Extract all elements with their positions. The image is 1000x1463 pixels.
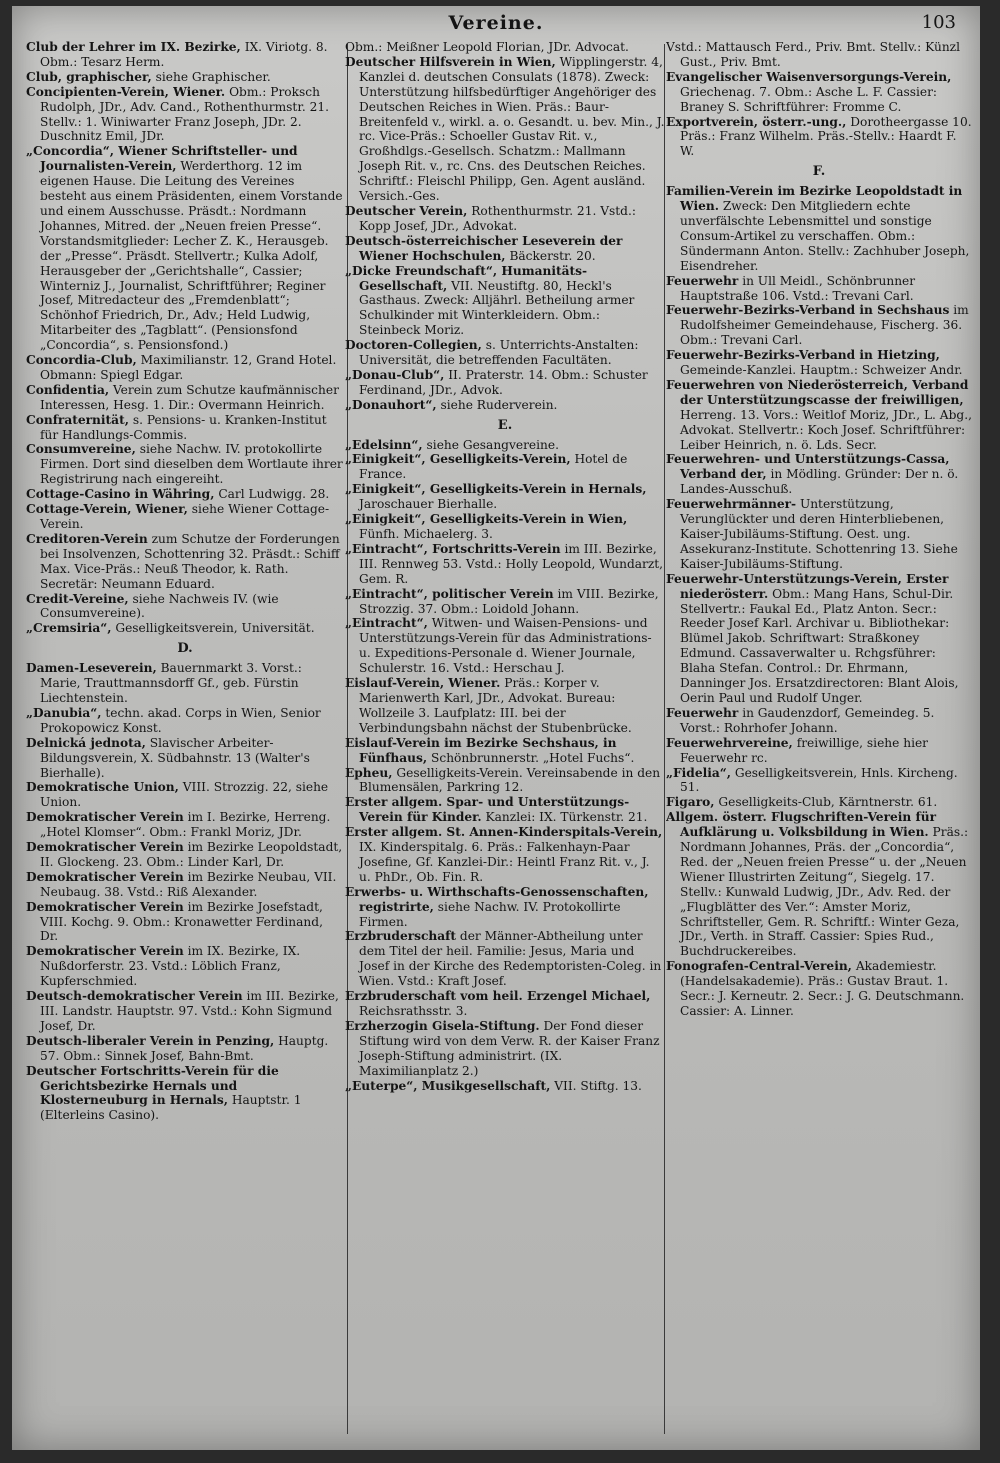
entry-text: Geselligkeits-Club, Kärntnerstr. 61.: [718, 795, 938, 810]
directory-entry: [666, 497, 972, 572]
directory-entry: [345, 438, 665, 453]
page-title: Vereine.: [448, 12, 544, 34]
directory-entry: [345, 452, 665, 482]
entry-heading: Feuerwehr: [666, 705, 739, 720]
entry-text: Slavischer Arbeiter-Bildungsverein, X. Südbahnstr. 13 (Walter's Bierhalle).: [40, 735, 310, 780]
column-right: [666, 40, 972, 1435]
entry-heading: „Eintracht“,: [345, 616, 428, 631]
entry-heading: „Donauhort“,: [345, 397, 437, 412]
directory-entry: [26, 144, 344, 353]
entry-heading: Exportverein, österr.-ung.,: [666, 114, 847, 129]
entry-heading: Deutscher Fortschritts-Verein für die Gerichtsbezirke Hernals und Klosterneuburg in Hernals,: [26, 1063, 279, 1108]
entry-heading: Evangelischer Waisenversorgungs-Verein,: [666, 69, 952, 84]
directory-entry: [666, 303, 972, 348]
entry-heading: Fonografen-Central-Verein,: [666, 959, 852, 974]
entry-heading: Eislauf-Verein, Wiener.: [345, 676, 501, 691]
directory-entry: [345, 40, 665, 55]
entry-text: Unterstützung, Verunglückter und deren Hinterbliebenen, Kaiser-Jubiläums-Stiftung. Oest. ung. Assekuranz-Institute. Schottenring 13. Siehe Kaiser-Jubiläums-Stiftung.: [680, 497, 958, 571]
entry-heading: „Dicke Freundschaft“, Humanitäts-Gesellschaft,: [345, 263, 588, 293]
directory-entry: [345, 736, 665, 766]
entry-text: Obm.: Proksch Rudolph, JDr., Adv. Cand., Rothenthurmstr. 21. Stellv.: 1. Winiwarter Franz Joseph, JDr. 2. Duschnitz Emil, JDr.: [40, 84, 329, 144]
entry-text: im IX. Bezirke, IX. Nußdorferstr. 23. Vstd.: Löblich Franz, Kupferschmied.: [40, 944, 301, 989]
entry-heading: Demokratischer Verein: [26, 899, 184, 914]
directory-entry: [345, 795, 665, 825]
entry-heading: Feuerwehren- und Unterstützungs-Cassa, Verband der,: [666, 452, 950, 482]
entry-heading: Demokratischer Verein: [26, 944, 184, 959]
directory-entry: [26, 661, 344, 706]
entry-text: Verein zum Schutze kaufmännischer Interessen, Hesg. 1. Dir.: Overmann Heinrich.: [40, 382, 339, 412]
entry-text: Witwen- und Waisen-Pensions- und Unterstützungs-Verein für das Administrations- u. Expeditions-Personale d. Wiener Journale, Schulerstr. 16. Vstd.: Herschau J.: [359, 616, 652, 676]
entry-text: Reichsrathsstr. 3.: [359, 1004, 468, 1018]
entry-heading: Concordia-Club,: [26, 353, 137, 368]
entry-text: in Mödling. Gründer: Der n. ö. Landes-Ausschuß.: [680, 467, 959, 497]
directory-entry: [345, 929, 665, 989]
entry-heading: Deutsch-österreichischer Leseverein der Wiener Hochschulen,: [345, 233, 623, 263]
entry-text: siehe Nachweis IV. (wie Consumvereine).: [40, 591, 279, 621]
entry-text: Jaroschauer Bierhalle.: [359, 497, 498, 512]
entry-heading: Erzherzogin Gisela-Stiftung.: [345, 1018, 540, 1033]
entry-text: im III. Bezirke, III. Landstr. Hauptstr. 97. Vstd.: Kohn Sigmund Josef, Dr.: [40, 989, 339, 1033]
entry-heading: Confraternität,: [26, 412, 129, 427]
entry-text: II. Praterstr. 14. Obm.: Schuster Ferdinand, JDr., Advok.: [359, 367, 648, 397]
page-number: 103: [921, 12, 956, 33]
directory-entry: [345, 587, 665, 617]
entry-heading: „Donau-Club“,: [345, 367, 445, 382]
entry-text: siehe Wiener Cottage-Verein.: [40, 502, 330, 531]
directory-entry: [345, 825, 665, 885]
entry-heading: „Fidelia“,: [666, 765, 731, 780]
entry-text: Hauptstr. 1 (Elterleins Casino).: [40, 1093, 302, 1123]
entry-text: im Bezirke Leopoldstadt, II. Glockeng. 23. Obm.: Linder Karl, Dr.: [40, 840, 343, 869]
entry-heading: Eislauf-Verein im Bezirke Sechshaus, in Fünfhaus,: [345, 735, 617, 765]
section-letter: E.: [497, 417, 513, 433]
entry-heading: Feuerwehren von Niederösterreich, Verband der Unterstützungscasse der freiwilligen,: [666, 377, 969, 407]
directory-entry: [26, 353, 344, 383]
directory-entry: [345, 55, 665, 204]
directory-entry: [26, 900, 344, 945]
directory-entry: [26, 780, 344, 810]
directory-entry: [666, 572, 972, 706]
entry-heading: Erster allgem. St. Annen-Kinderspitals-Verein,: [345, 825, 663, 840]
section-letter: F.: [812, 164, 826, 180]
entry-text: Fünfh. Michaelerg. 3.: [359, 527, 493, 541]
directory-entry: [666, 378, 972, 453]
entry-heading: Feuerwehr-Bezirks-Verband in Sechshaus: [666, 303, 950, 318]
entry-text: Präs.: Korper v. Marienwerth Karl, JDr., Advokat. Bureau: Wollzeile 3. Laufplatz: III. bei der Verbindungsbahn nächst der Stubenbrücke.: [359, 676, 632, 735]
entry-text: im Bezirke Neubau, VII. Neubaug. 38. Vstd.: Riß Alexander.: [40, 869, 337, 899]
entry-text: siehe Graphischer.: [155, 69, 271, 84]
directory-entry: [345, 616, 665, 676]
entry-heading: Familien-Verein im Bezirke Leopoldstadt in Wien.: [666, 184, 963, 214]
directory-entry: [345, 676, 665, 736]
directory-entry: [345, 234, 665, 264]
directory-entry: [26, 706, 344, 736]
entry-text: Dorotheergasse 10. Präs.: Franz Wilhelm. Präs.-Stellv.: Haardt F. W.: [680, 114, 972, 159]
entry-heading: „Einigkeit“, Geselligkeits-Verein,: [345, 452, 571, 467]
column-middle: [345, 40, 665, 1435]
directory-entry: [26, 621, 344, 636]
entry-text: im Rudolfsheimer Gemeindehause, Fischerg. 36. Obm.: Trevani Carl.: [680, 303, 969, 348]
directory-entry: [666, 115, 972, 160]
directory-entry: [666, 70, 972, 115]
entry-text: VII. Stiftg. 13.: [554, 1078, 642, 1093]
entry-heading: Erster allgem. Spar- und Unterstützungs-Verein für Kinder.: [345, 795, 630, 825]
directory-entry: [666, 736, 972, 766]
entry-heading: Damen-Leseverein,: [26, 661, 157, 676]
entry-text: siehe Nachw. IV. protokollirte Firmen. Dort sind dieselben dem Wortlaute ihrer Registrirung nach eingereiht.: [40, 442, 343, 487]
entry-text: IX. Kinderspitalg. 6. Präs.: Falkenhayn-Paar Josefine, Gf. Kanzlei-Dir.: Heintl Franz Rit. v., J. u. PhDr., Ob. Fin. R.: [359, 840, 650, 884]
directory-entry: [26, 85, 344, 145]
entry-heading: „Danubia“,: [26, 705, 102, 720]
directory-entry: [26, 532, 344, 592]
entry-text: in Ull Meidl., Schönbrunner Hauptstraße 106. Vstd.: Trevani Carl.: [680, 273, 916, 303]
entry-heading: „Cremsiria“,: [26, 621, 112, 636]
entry-text: VIII. Strozzig. 22, siehe Union.: [40, 780, 329, 810]
entry-heading: Figaro,: [666, 795, 715, 810]
entry-heading: „Euterpe“, Musikgesellschaft,: [345, 1078, 551, 1093]
entry-heading: Delnická jednota,: [26, 735, 146, 750]
entry-text: Obm.: Mang Hans, Schul-Dir. Stellvertr.: Faukal Ed., Platz Anton. Secr.: Reeder Josef Karl. Archivar u. Bibliothekar: Blümel Jakob. Schriftwart: Straßkoney Edmund. Cassaverwalter u. Rchgsführer: Blaha Stefan. Control.: Dr. Ehrmann, Danninger Jos. Ersatzdirectoren: Blant Alois, Oerin Paul und Rudolf Unger.: [680, 586, 959, 705]
directory-entry: [26, 442, 344, 487]
entry-text: VII. Neustiftg. 80, Heckl's Gasthaus. Zweck: Alljährl. Betheilung armer Schulkinder mit Winterkleidern. Obm.: Steinbeck Moriz.: [359, 278, 635, 338]
directory-entry: [666, 810, 972, 959]
entry-heading: Credit-Vereine,: [26, 591, 129, 606]
entry-text: s. Pensions- u. Kranken-Institut für Handlungs-Commis.: [40, 412, 327, 442]
entry-heading: Club, graphischer,: [26, 69, 152, 84]
entry-heading: Demokratische Union,: [26, 780, 179, 795]
entry-text: Präs.: Nordmann Johannes, Präs. der „Concordia“, Red. der „Neuen freien Presse“ u. der „Neuen Wiener Illustrirten Zeitung“, Siegelg. 17. Stellv.: Kunwald Ludwig, JDr., Adv. Red. der „Flugblätter des Ver.“: Amster Moriz, Schriftsteller, Gem. R. Schriftf.: Winter Geza, JDr., Verth. in Straff. Cassier: Spies Rud., Buchdruckereibes.: [680, 825, 969, 959]
entry-heading: Erwerbs- u. Wirthschafts-Genossenschaften, registrirte,: [345, 884, 649, 914]
entry-text: im VIII. Bezirke, Strozzig. 37. Obm.: Loidold Johann.: [359, 586, 659, 616]
directory-entry: [26, 40, 344, 70]
entry-heading: „Einigkeit“, Geselligkeits-Verein in Wien,: [345, 512, 628, 527]
entry-heading: Erzbruderschaft: [345, 929, 457, 944]
entry-heading: „Eintracht“, politischer Verein: [345, 586, 554, 601]
directory-entry: [26, 840, 344, 870]
directory-page: [12, 6, 980, 1450]
entry-text: siehe Ruderverein.: [440, 397, 558, 412]
directory-entry: [26, 383, 344, 413]
directory-entry: [26, 810, 344, 840]
entry-text: Kanzlei: IX. Türkenstr. 21.: [485, 810, 648, 825]
entry-text: Geselligkeits-Verein. Vereinsabende in den Blumensälen, Parkring 12.: [359, 765, 661, 795]
entry-heading: „Edelsinn“,: [345, 437, 423, 452]
directory-entry: [666, 766, 972, 796]
entry-text: Vstd.: Mattausch Ferd., Priv. Bmt. Stellv.: Künzl Gust., Priv. Bmt.: [666, 40, 960, 69]
directory-entry: [26, 870, 344, 900]
entry-text: in Gaudenzdorf, Gemeindeg. 5. Vorst.: Rohrhofer Johann.: [680, 705, 935, 735]
directory-entry: [26, 989, 344, 1034]
entry-text: Griechenag. 7. Obm.: Asche L. F. Cassier: Braney S. Schriftführer: Fromme C.: [680, 84, 938, 114]
entry-text: zum Schutze der Forderungen bei Insolvenzen, Schottenring 32. Präsdt.: Schiff Max. Vice-Präs.: Neuß Theodor, k. Rath. Secretär: Neumann Eduard.: [40, 531, 340, 591]
entry-heading: Confidentia,: [26, 382, 110, 397]
entry-text: s. Unterrichts-Anstalten: Universität, die betreffenden Facultäten.: [359, 338, 639, 368]
entry-heading: Feuerwehrvereine,: [666, 735, 793, 750]
directory-entry: [345, 264, 665, 339]
entry-text: Zweck: Den Mitgliedern echte unverfälschte Lebensmittel und sonstige Consum-Artikel zu verschaffen. Obm.: Sündermann Anton. Stellv.: Zachhuber Joseph, Eisendreher.: [680, 199, 970, 273]
entry-heading: Feuerwehr: [666, 273, 739, 288]
entry-heading: Cottage-Casino in Währing,: [26, 487, 215, 502]
entry-text: Schönbrunnerstr. „Hotel Fuchs“.: [431, 750, 635, 765]
entry-text: der Männer-Abtheilung unter dem Titel der heil. Familie: Jesus, Maria und Josef in der Kirche des Redemptoristen-Coleg. in Wien. Vstd.: Kraft Josef.: [359, 929, 662, 989]
directory-entry: [26, 413, 344, 443]
entry-text: Geselligkeitsverein, Hnls. Kircheng. 51.: [680, 765, 958, 795]
entry-heading: Deutscher Verein,: [345, 203, 468, 218]
entry-heading: Erzbruderschaft vom heil. Erzengel Michael,: [345, 989, 651, 1004]
directory-entry: [666, 184, 972, 273]
directory-entry: [345, 1079, 665, 1094]
entry-text: Maximilianstr. 12, Grand Hotel. Obmann: Spiegl Edgar.: [40, 353, 337, 382]
directory-entry: [345, 368, 665, 398]
directory-entry: [345, 989, 665, 1019]
entry-heading: „Einigkeit“, Geselligkeits-Verein in Hernals,: [345, 482, 647, 497]
directory-entry: [26, 736, 344, 781]
entry-text: im Bezirke Josefstadt, VIII. Kochg. 9. Obm.: Kronawetter Ferdinand, Dr.: [40, 899, 323, 944]
entry-text: im I. Bezirke, Herreng. „Hotel Klomser“. Obm.: Frankl Moriz, JDr.: [40, 810, 331, 840]
entry-text: techn. akad. Corps in Wien, Senior Prokopowicz Konst.: [40, 705, 321, 735]
entry-heading: Concipienten-Verein, Wiener.: [26, 84, 226, 99]
entry-heading: Deutsch-liberaler Verein in Penzing,: [26, 1033, 275, 1048]
directory-entry: [666, 40, 972, 70]
directory-entry: [26, 944, 344, 989]
entry-text: IX. Viriotg. 8. Obm.: Tesarz Herm.: [40, 40, 328, 69]
entry-text: Hotel de France.: [359, 452, 628, 482]
entry-heading: Epheu,: [345, 765, 393, 780]
directory-entry: [345, 512, 665, 542]
entry-heading: Doctoren-Collegien,: [345, 338, 482, 353]
entry-text: Bauernmarkt 3. Vorst.: Marie, Trauttmannsdorff Gf., geb. Fürstin Liechtenstein.: [40, 661, 302, 705]
entry-heading: Club der Lehrer im IX. Bezirke,: [26, 40, 241, 54]
entry-text: Werderthorg. 12 im eigenen Hause. Die Leitung des Vereines besteht aus einem Präsidenten, einem Vorstande und einem Ausschusse. Präsdt.: Nordmann Johannes, Mitred. der „Neuen freien Presse“. Vorstandsmitglieder: Lecher Z. K., Herausgeb. der „Presse“. Präsdt. Stellvertr.; Kulka Adolf, Herausgeber der „Gerichtshalle“, Cassier; Winterniz J., Journalist, Schriftführer; Reginer Josef, Mitredacteur des „Fremdenblatt“; Schönhof Friedrich, Dr., Adv.; Held Ludwig, Mitarbeiter des „Tagblatt“. (Pensionsfond „Concordia“, s. Pensionsfond.): [40, 159, 343, 353]
directory-entry: [666, 795, 972, 810]
entry-heading: Deutsch-demokratischer Verein: [26, 989, 243, 1004]
entry-text: Rothenthurmstr. 21. Vstd.: Kopp Josef, JDr., Advokat.: [359, 203, 636, 233]
directory-entry: [26, 1034, 344, 1064]
entry-heading: Feuerwehr-Unterstützungs-Verein, Erster niederösterr.: [666, 571, 949, 601]
directory-entry: [345, 766, 665, 796]
entry-text: Akademiestr. (Handelsakademie). Präs.: Gustav Braut. 1. Secr.: J. Kerneutr. 2. Secr.: J. G. Deutschmann. Cassier: A. Linner.: [680, 959, 965, 1018]
directory-entry: [26, 1064, 344, 1124]
entry-text: Wipplingerstr. 4, Kanzlei d. deutschen Consulats (1878). Zweck: Unterstützung hilfsbedürftiger Angehöriger des Deutschen Reiches in Wien. Präs.: Baur-Breitenfeld v., wirkl. a. o. Gesandt. u. bev. Min., J. rc. Vice-Präs.: Schoeller Gustav Rit. v., Großhdlgs.-Gesellsch. Schatzm.: Mallmann Joseph Rit. v., rc. Cns. des Deutschen Reiches. Schriftf.: Fleischl Philipp, Gen. Agent ausländ. Versich.-Ges.: [359, 54, 665, 204]
entry-text: siehe Nachw. IV. Protokollirte Firmen.: [359, 899, 621, 929]
entry-text: Obm.: Meißner Leopold Florian, JDr. Advocat.: [345, 40, 629, 54]
entry-text: freiwillige, siehe hier Feuerwehr rc.: [680, 735, 929, 765]
entry-text: Hauptg. 57. Obm.: Sinnek Josef, Bahn-Bmt.: [40, 1033, 329, 1063]
entry-text: Der Fond dieser Stiftung wird von dem Verw. R. der Kaiser Franz Joseph-Stiftung administrirt. (IX. Maximilianplatz 2.): [359, 1018, 660, 1078]
section-letter: D.: [177, 641, 193, 657]
entry-text: Herreng. 13. Vors.: Weitlof Moriz, JDr., L. Abg., Advokat. Stellvertr.: Koch Josef. Schriftführer: Leiber Heinrich, n. ö. Lds. Secr.: [680, 407, 972, 452]
directory-entry: [345, 398, 665, 413]
directory-entry: [26, 70, 344, 85]
directory-entry: [345, 338, 665, 368]
directory-entry: [26, 487, 344, 502]
entry-text: Geselligkeitsverein, Universität.: [115, 621, 315, 636]
column-left: [26, 40, 344, 1435]
page-header: [12, 12, 980, 38]
entry-heading: „Eintracht“, Fortschritts-Verein: [345, 541, 561, 556]
directory-entry: [666, 348, 972, 378]
directory-entry: [666, 706, 972, 736]
entry-heading: Creditoren-Verein: [26, 531, 148, 546]
directory-entry: [345, 885, 665, 930]
entry-heading: Demokratischer Verein: [26, 869, 184, 884]
directory-entry: [345, 542, 665, 587]
entry-heading: Cottage-Verein, Wiener,: [26, 502, 188, 517]
entry-text: Carl Ludwigg. 28.: [218, 487, 330, 502]
entry-heading: Demokratischer Verein: [26, 810, 184, 825]
directory-entry: [666, 274, 972, 304]
directory-entry: [666, 959, 972, 1019]
entry-heading: Demokratischer Verein: [26, 840, 184, 855]
entry-text: im III. Bezirke, III. Rennweg 53. Vstd.: Holly Leopold, Wundarzt, Gem. R.: [359, 541, 664, 586]
entry-text: siehe Gesangvereine.: [426, 437, 559, 452]
entry-heading: „Concordia“, Wiener Schriftsteller- und Journalisten-Verein,: [26, 144, 298, 174]
entry-heading: Feuerwehr-Bezirks-Verband in Hietzing,: [666, 348, 940, 363]
entry-heading: Allgem. österr. Flugschriften-Verein für Aufklärung u. Volksbildung in Wien.: [666, 810, 936, 840]
entry-heading: Consumvereine,: [26, 442, 136, 457]
directory-entry: [345, 482, 665, 512]
directory-entry: [26, 592, 344, 622]
directory-entry: [666, 452, 972, 497]
entry-text: Gemeinde-Kanzlei. Hauptm.: Schweizer Andr.: [680, 363, 963, 378]
entry-heading: Feuerwehrmänner-: [666, 497, 797, 512]
directory-entry: [26, 502, 344, 532]
entry-heading: Deutscher Hilfsverein in Wien,: [345, 54, 556, 69]
directory-entry: [345, 204, 665, 234]
directory-entry: [345, 1019, 665, 1079]
entry-text: Bäckerstr. 20.: [509, 248, 596, 263]
